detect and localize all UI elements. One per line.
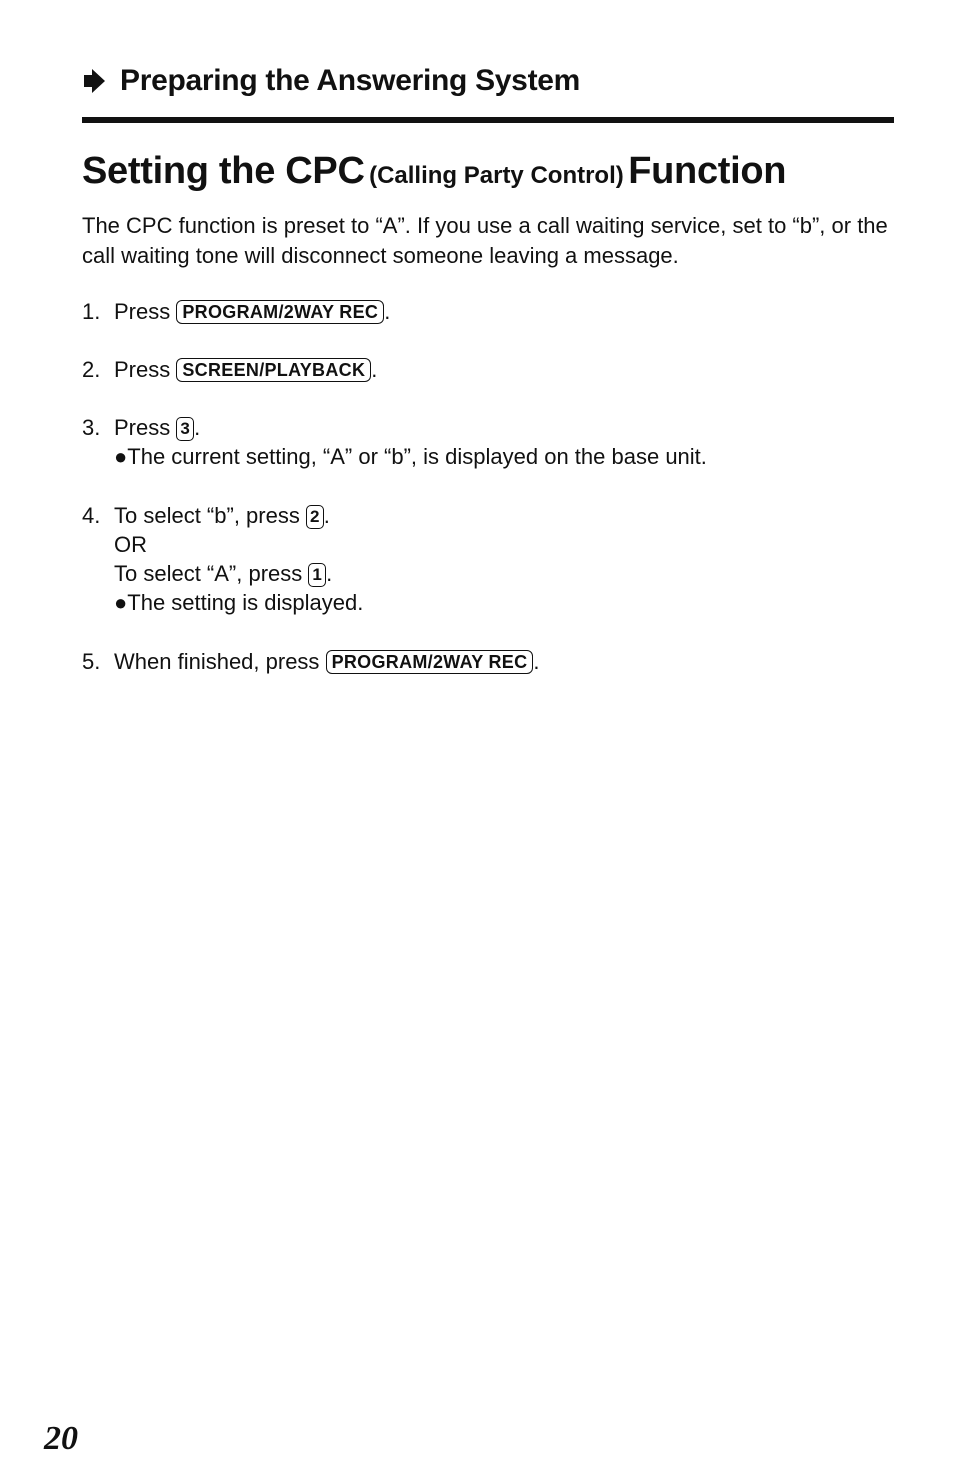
step-4 — [82, 501, 363, 617]
step-end: . — [384, 299, 391, 324]
screen-playback-key: SCREEN/PLAYBACK — [176, 358, 371, 382]
title-part-2: (Calling Party Control) — [369, 162, 624, 189]
step-number: 2. — [82, 357, 101, 382]
step-2 — [82, 355, 377, 384]
step-alt-end: . — [326, 561, 333, 586]
step-note: ●The current setting, “A” or “b”, is displayed on the base unit. — [114, 444, 707, 469]
program-2way-rec-key: PROGRAM/2WAY REC — [326, 650, 534, 674]
step-number: 3. — [82, 415, 101, 440]
step-end: . — [371, 357, 378, 382]
step-text: Press — [114, 357, 171, 382]
intro-paragraph: The CPC function is preset to “A”. If you use a call waiting service, set to “b”, or the call waiting tone will disconnect someone leaving a message. — [82, 213, 888, 268]
title-part-3: Function — [628, 150, 787, 192]
step-end: . — [323, 503, 330, 528]
key-3: 3 — [176, 417, 194, 441]
title-part-1: Setting the CPC — [82, 150, 365, 192]
step-note: ●The setting is displayed. — [114, 590, 364, 615]
key-1: 1 — [308, 563, 326, 587]
section-header — [82, 64, 580, 98]
section-title: Preparing the Answering System — [120, 64, 581, 97]
step-text: When finished, press — [114, 649, 320, 674]
step-3 — [82, 413, 707, 471]
step-text: To select “b”, press — [114, 503, 300, 528]
program-2way-rec-key: PROGRAM/2WAY REC — [176, 300, 384, 324]
step-text: Press — [114, 299, 171, 324]
step-5 — [82, 647, 540, 676]
step-text: Press — [114, 415, 171, 440]
step-number: 4. — [82, 503, 101, 528]
step-end: . — [194, 415, 201, 440]
step-end: . — [533, 649, 540, 674]
step-or: OR — [114, 532, 147, 557]
header-divider — [82, 117, 894, 123]
step-alt-text: To select “A”, press — [114, 561, 303, 586]
arrow-right-icon — [82, 67, 106, 95]
key-2: 2 — [306, 505, 324, 529]
step-number: 1. — [82, 299, 101, 324]
step-1 — [82, 297, 390, 326]
page-title — [82, 150, 786, 193]
step-number: 5. — [82, 649, 101, 674]
page-number: 20 — [44, 1420, 78, 1457]
